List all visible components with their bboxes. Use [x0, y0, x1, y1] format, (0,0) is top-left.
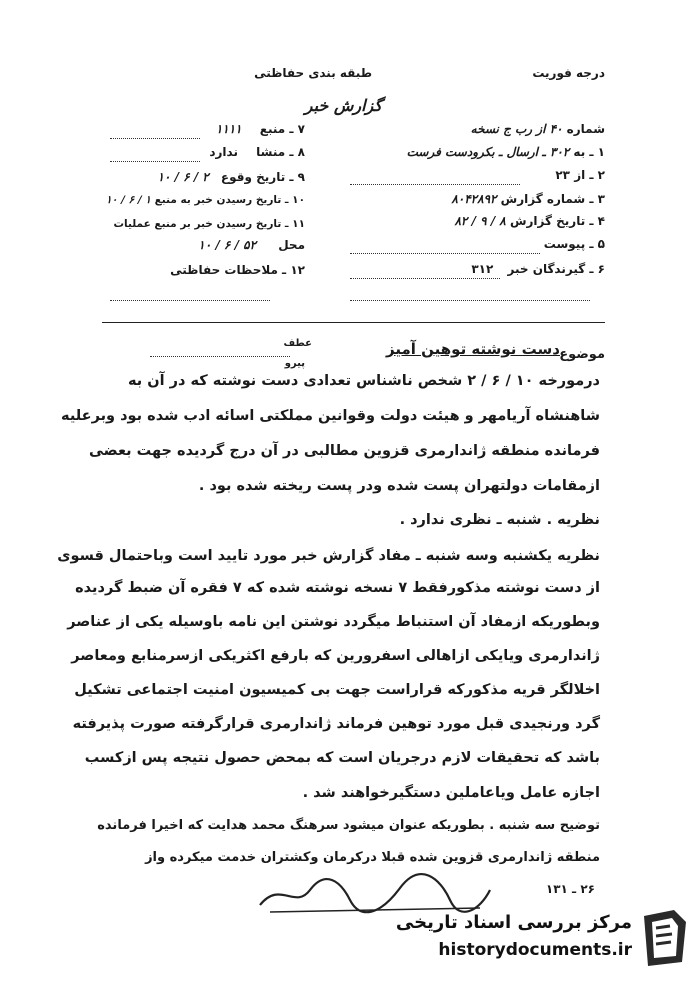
dotted-line — [150, 356, 290, 357]
field-report-date: ۴ ـ تاریخ گزارش ۸ / ۹ / ۸۲ — [454, 214, 605, 228]
report-title: گزارش خبر — [304, 96, 382, 115]
dotted-line — [350, 300, 590, 301]
field-origin: ۸ ـ منشا ندارد — [209, 145, 305, 159]
annex-label: عطف — [283, 338, 312, 349]
body-line: وبطوریکه ازمفاد آن استنباط میگردد نوشتن این نامه باوسیله یکی از عناصر — [67, 614, 600, 630]
field-occurrence-date: ۹ ـ تاریخ وقوع ۲ / ۶ / ۱۰ — [157, 170, 305, 184]
opinion-saturday: نظریه . شنبه ـ نظری ندارد . — [399, 512, 600, 528]
body-line: باشد که تحقیقات لازم درجریان است که بمحض حصول نتیجه پس ازکسب — [84, 750, 600, 766]
body-line: نظریه یکشنبه وسه شنبه ـ مفاد گزارش خبر مورد تایید است وباحتمال قسوی — [57, 548, 600, 564]
priority-label: درجه فوریت — [532, 66, 605, 80]
dotted-line — [350, 253, 540, 254]
dotted-line — [350, 278, 500, 279]
watermark-logo — [392, 906, 692, 976]
dotted-line — [110, 300, 270, 301]
field-to: ۱ ـ به ۳۰۲ ـ ارسال ـ بکرودست فرست — [406, 145, 605, 159]
body-line: توضیح سه شنبه . بطوریکه عنوان میشود سرهنگ محمد هدایت که اخیرا فرمانده — [97, 818, 600, 833]
body-line: اجازه عامل ویاعاملین دستگیرخواهند شد . — [302, 785, 600, 801]
body-line: ژاندارمری ویایکی ازاهالی اسفرورین که بارفع اکثریکی ازسرمنابع ومعاصر — [71, 648, 600, 664]
field-attachment: ۵ ـ پیوست — [543, 237, 605, 251]
field-security-notes: ۱۲ ـ ملاحظات حفاظتی — [170, 263, 305, 277]
field-report-number: ۳ ـ شماره گزارش ۸۰۴۲۸۹۲ — [451, 192, 605, 206]
classification-label: طبقه بندی حفاظتی — [254, 66, 372, 80]
field-source: ۷ ـ منبع ۱۱۱۱ — [215, 122, 305, 136]
body-line: ازمقامات دولتهران پست شده ودر پست ریخته شده بود . — [198, 478, 600, 494]
document-archive-icon — [638, 908, 692, 968]
body-line: فرمانده منطقه ژاندارمری قزوین مطالبی در آن درج گردیده جهت بعضی — [89, 443, 600, 459]
annex-sub: پیرو — [284, 358, 305, 369]
field-location: محل ۵۲ / ۶ / ۱۰ — [198, 238, 305, 252]
field-received-source: ۱۰ ـ تاریخ رسیدن خبر به منبع ۱ / ۶ / ۱۰ — [106, 194, 305, 206]
field-number: شماره ۴۰ از رب ج نسخه — [470, 122, 605, 136]
separator-line — [102, 322, 605, 323]
body-line: منطقه ژاندارمری قزوین شده قبلا درکرمان وکشتران خدمت میکرده واز — [145, 850, 600, 865]
dotted-line — [350, 184, 520, 185]
footer-number: ۲۶ ـ ۱۳۱ — [545, 882, 595, 896]
body-line: اخلالگر قریه مذکورکه قراراست جهت بی کمیسیون امنیت اجتماعی تشکیل — [74, 682, 600, 698]
dotted-line — [110, 161, 200, 162]
watermark-title: مرکز بررسی اسناد تاریخی — [395, 912, 632, 933]
dotted-line — [110, 138, 200, 139]
subject-value: دست نوشته توهین آمیز — [386, 340, 560, 358]
field-recipients: ۶ ـ گیرندگان خبر ۳۱۲ — [471, 262, 605, 276]
body-line: از دست نوشته مذکورفقط ۷ نسخه نوشته شده که ۷ فقره آن ضبط گرديده — [75, 580, 600, 596]
field-received-ops: ۱۱ ـ تاریخ رسیدن خبر بر منبع عملیات — [113, 218, 305, 230]
watermark-url: historydocuments.ir — [438, 940, 632, 960]
body-line: گرد ورنجیدی قبل مورد توهین فرماند ژاندارمری قرارگرفته صورت پذیرفته — [72, 716, 600, 732]
body-line: شاهنشاه آریامهر و هیئت دولت وقوانین مملکتی اسائه ادب شده بود وبرعلیه — [61, 408, 600, 424]
field-from: ۲ ـ از ۲۳ — [555, 168, 605, 182]
body-line: درمورخه ۱۰ / ۶ / ۲ شخص ناشناس تعدادی دست نوشته که در آن به — [127, 373, 600, 389]
subject-label: موضوع — [559, 347, 605, 362]
